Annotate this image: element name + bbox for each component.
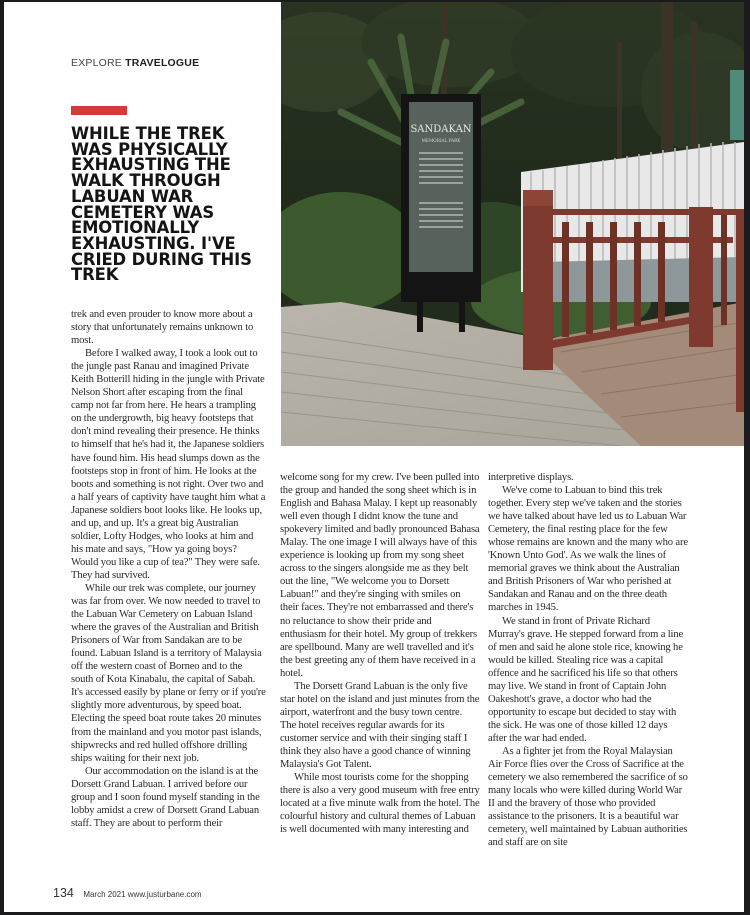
issue-info: March 2021 www.justurbane.com <box>83 890 202 899</box>
paragraph: While most tourists come for the shopping there is also a very good museum with free entry located at a five minute walk from the hotel. The colourful history and cultural themes of Labuan is well documented with many interesting and <box>280 772 480 836</box>
sign-subtitle: MEMORIAL PARK <box>421 138 461 143</box>
article-column-1 <box>71 308 266 830</box>
article-column-3 <box>488 471 688 849</box>
page-number: 134 <box>53 886 74 900</box>
paragraph: Our accommodation on the island is at the Dorsett Grand Labuan. I arrived before our group and I soon found myself standing in the lobby amidst a crew of Dorsett Grand Labuan staff. They are about to perform their <box>71 765 260 829</box>
article-column-2 <box>280 471 480 836</box>
pull-quote: WHILE THE TREK WAS PHYSICALLY EXHAUSTING THE WALK THROUGH LABUAN WAR CEMETERY WAS EMOTIONALLY EXHAUSTING. I'VE CRIED DURING THIS TREK <box>71 124 252 285</box>
memorial-park-photo <box>281 2 744 446</box>
section-name: EXPLORE <box>71 57 123 69</box>
paragraph: trek and even prouder to know more about a story that unfortunately remains unknown to most. <box>71 309 254 347</box>
paragraph: The Dorsett Grand Labuan is the only five star hotel on the island and just minutes from the airport, waterfront and the busy town centre. The hotel receives regular awards for its customer service and with their singing staff I think they also have a good chance of winning Malaysia's Got Talent. <box>280 680 480 771</box>
paragraph: While our trek was complete, our journey was far from over. We now needed to travel to the Labuan War Cemetery on Labuan Island where the graves of the Australian and British Prisoners of War from Sandakan are to be found. Labuan Island is a territory of Malaysia off the western coast of Borneo and to the south of Kota Kinabalu, the capital of Sabah. It's accessed easily by plane or ferry or if you're slightly more adventurous, by speed boat. Electing the speed boat route takes 20 minutes from the mainland and you motor past islands, shipwrecks and red hulled offshore drilling ships waiting for their next job. <box>71 582 266 764</box>
paragraph: We've come to Labuan to bind this trek together. Every step we've taken and the stories we have talked about have led us to Labuan War Cemetery, the final resting place for the few whose remains are known and the many who are 'Known Unto God'. As we walk the lines of memorial graves we think about the Australian and British Prisoners of War who perished at Sandakan and Ranau and on the three death marches in 1945. <box>488 485 688 614</box>
subsection-name: TRAVELOGUE <box>125 57 200 69</box>
paragraph: interpretive displays. <box>488 472 574 483</box>
paragraph: We stand in front of Private Richard Murray's grave. He stepped forward from a line of men and said he alone stole rice, knowing he would be killed. Stealing rice was a capital offence and he sacrificed his life so that others may live. We stand in front of Captain John Oakeshott's grave, a doctor who had the opportunity to escape but decided to stay with the sick. He was one of those killed 12 days after the war had ended. <box>488 615 684 744</box>
sign-title: SANDAKAN <box>410 124 472 135</box>
magazine-page <box>4 2 744 912</box>
accent-bar <box>71 106 127 115</box>
section-label <box>71 57 199 69</box>
page-footer <box>53 884 202 902</box>
paragraph: welcome song for my crew. I've been pulled into the group and handed the song sheet which is in English and Bahasa Malay. I kept up reasonably well even though I didnt know the tune and spokevery limited and badly pronounced Bahasa Malay. The one image I will always have of this experience is looking up from my song sheet across to the singers alongside me as they belt out the line, "We welcome you to Dorsett Labuan!" and they're singing with smiles on their faces. They're not embarrassed and there's no reluctance to show their pride and enthusiasm for their hotel. My group of trekkers are spellbound. Many are well travelled and it's the best greeting any of them have received in a hotel. <box>280 472 480 679</box>
paragraph: Before I walked away, I took a look out to the jungle past Ranau and imagined Private Keith Botterill hiding in the jungle with Private Nelson Short after escaping from the final camp not far from here. He hears a trampling on the undergrowth, big heavy footsteps that don't mind revealing their presence. He thinks to himself that he's had it, the Japanese soldiers have found him. His head slumps down as the footsteps stop in front of him. He looks at the boots and something is not right. Over two and a half years of captivity have taught him what a Japanese soldiers boot looks like. He looks up, and up, and up. It's a great big Australian soldier, Lofty Hodges, who looks at him and his mate and says, "How ya going boys? Would you like a cup of tea?" They were safe. They had survived. <box>71 348 266 581</box>
paragraph: As a fighter jet from the Royal Malaysian Air Force flies over the Cross of Sacrifice at the cemetery we also remembered the sacrifice of so many locals who were killed during World War II and the bravery of those who provided assistance to the prisoners. It is a beautiful war cemetery, well maintained by Labuan authorities and staff are on site <box>488 745 688 849</box>
